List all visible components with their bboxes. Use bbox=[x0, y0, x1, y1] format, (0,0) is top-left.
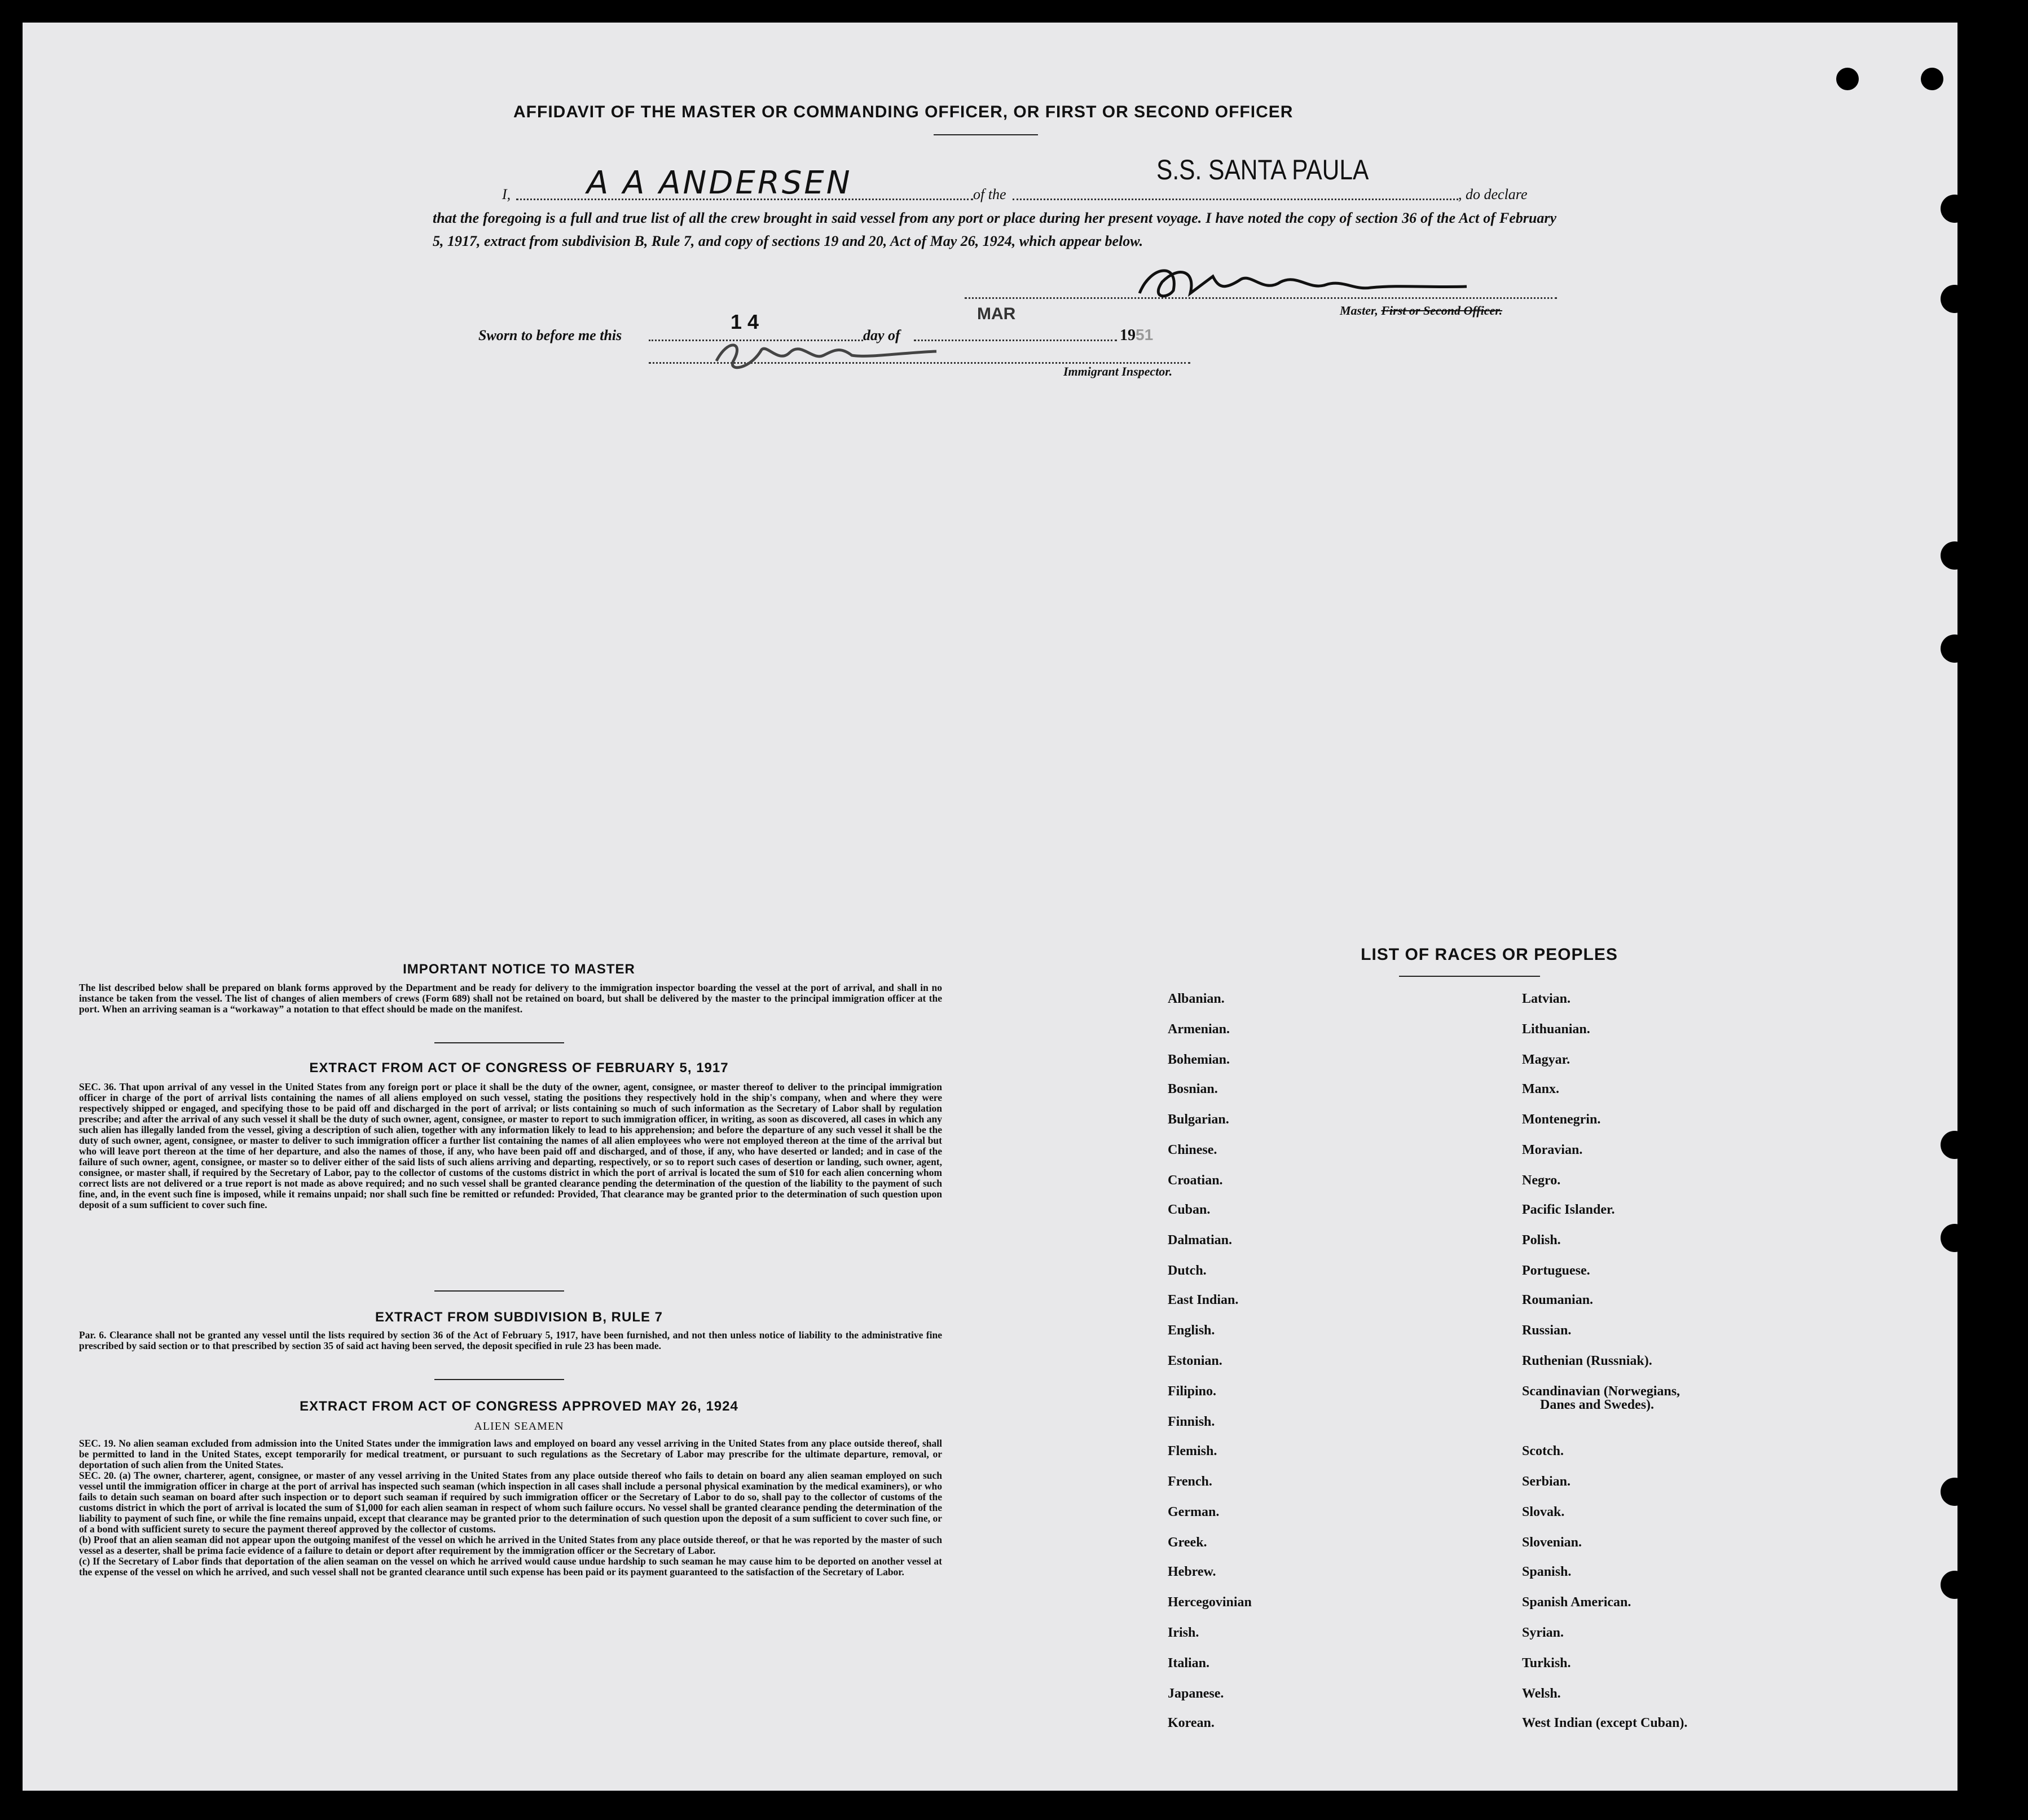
race-item: Bulgarian. bbox=[1168, 1112, 1229, 1127]
race-item: Lithuanian. bbox=[1522, 1022, 1590, 1037]
race-item: Syrian. bbox=[1522, 1625, 1564, 1640]
punch-hole bbox=[1941, 1224, 1969, 1252]
punch-hole bbox=[1941, 541, 1969, 570]
punch-hole bbox=[1941, 285, 1969, 313]
punch-hole bbox=[1921, 68, 1943, 90]
sworn-day: 14 bbox=[731, 310, 765, 333]
rule7-divider bbox=[434, 1379, 564, 1380]
punch-hole bbox=[1941, 195, 1969, 223]
race-item: Croatian. bbox=[1168, 1173, 1223, 1188]
race-item: Chinese. bbox=[1168, 1143, 1217, 1157]
race-item: Dutch. bbox=[1168, 1263, 1207, 1278]
race-item: Portuguese. bbox=[1522, 1263, 1590, 1278]
race-item: Moravian. bbox=[1522, 1143, 1583, 1157]
extract-1917-divider bbox=[434, 1290, 564, 1292]
extract-1917-text: SEC. 36. That upon arrival of any vessel in the United States from any foreign port or place it shall be the duty of the owner, agent, consignee, or master thereof to deliver to the principal immigration officer in charge of the port of arrival lists containing the names of all aliens employed on such vessel, stating the positions they respectively hold in the ship's company, when and where they were respectively shipped or engaged, and specifying those to be paid off and discharged in the port of arrival; or lists containing so much of such information as the Secretary of Labor shall by regulation prescribe; and after the arrival of any such vessel it shall be the duty of such owner, agent, consignee, or master to report to such immigration officer, in writing, as soon as discovered, all cases in which any such alien has illegally landed from the vessel, giving a description of such alien, together with any information likely to lead to his apprehension; and before the departure of any such vessel it shall be the duty of such owner, agent, consignee, or master to deliver to such immigration officer a further list containing the names of all alien employees who were not employed thereon at the time of the arrival but who will leave port thereon at the time of her departure, and also the names of those, if any, who have been paid off and discharged, and of those, if any, who have deserted or landed; and in case of the failure of such owner, agent, consignee, or master so to deliver either of the said lists of such aliens arriving and departing, respectively, or so to report such cases of desertion or landing, such owner, agent, consignee, or master shall, if required by the Secretary of Labor, pay to the collector of customs of the customs district in which the port of arrival is located the sum of $10 for each alien concerning whom correct lists are not delivered or a true report is not made as above required; and no such vessel shall be granted clearance pending the determination of the question of the liability to the payment of such fine, and, in the event such fine is imposed, while it remains unpaid; nor shall such fine be remitted or refunded: Provided, That clearance may be granted prior to the determination of such question upon deposit of a sum sufficient to cover such fine. bbox=[79, 1081, 942, 1210]
race-item: Pacific Islander. bbox=[1522, 1202, 1615, 1217]
punch-hole bbox=[1941, 1571, 1969, 1599]
race-item: Danes and Swedes). bbox=[1540, 1398, 1655, 1412]
of-the-label: of the bbox=[973, 186, 1006, 202]
race-item: Cuban. bbox=[1168, 1202, 1211, 1217]
master-name: A A ANDERSEN bbox=[587, 165, 852, 201]
punch-hole bbox=[1941, 1478, 1969, 1506]
race-item: Flemish. bbox=[1168, 1444, 1217, 1458]
race-item: Spanish. bbox=[1522, 1565, 1572, 1579]
race-item: Greek. bbox=[1168, 1535, 1207, 1550]
master-role-struck: First or Second Officer. bbox=[1381, 303, 1503, 318]
race-item: Welsh. bbox=[1522, 1686, 1561, 1701]
punch-hole bbox=[1941, 634, 1969, 663]
inspector-label: Immigrant Inspector. bbox=[1063, 364, 1173, 378]
year-suffix: 51 bbox=[1136, 326, 1154, 343]
race-item: Manx. bbox=[1522, 1082, 1559, 1096]
race-item: Hercegovinian bbox=[1168, 1595, 1252, 1610]
race-item: French. bbox=[1168, 1474, 1212, 1489]
races-title: LIST OF RACES OR PEOPLES bbox=[1361, 945, 1618, 964]
race-item: West Indian (except Cuban). bbox=[1522, 1716, 1688, 1730]
i-label: I, bbox=[502, 186, 511, 202]
race-item: Slovak. bbox=[1522, 1505, 1565, 1519]
document-page bbox=[23, 23, 1957, 1791]
race-item: Roumanian. bbox=[1522, 1293, 1594, 1307]
notice-text: The list described below shall be prepared on blank forms approved by the Department and be ready for delivery to the immigration inspector boarding the vessel at the port of arrival, and shall in no instance be taken from the vessel. The list of changes of alien members of crews (Form 689) shall not be retained on board, but shall be delivered by the master to the principal immigration officer at the port. When an arriving seaman is a “workaway” a notation to that effect should be made on the manifest. bbox=[79, 982, 942, 1015]
sworn-month: MAR bbox=[977, 305, 1016, 323]
sec20a-text: SEC. 20. (a) The owner, charterer, agent, consignee, or master of any vessel arriving in the United States from any place outside thereof who fails to detain on board any alien seaman employed on such vessel until the immigration officer in charge at the port of arrival has inspected such seaman (which inspection in all cases shall include a personal physical examination by the medical examiners), or who fails to detain such seaman on board after such inspection or to deport such seaman if required by such immigration officer or the Secretary of Labor to do so, shall pay to the collector of customs of the customs district in which the port of arrival is located the sum of $1,000 for each alien seaman in respect of whom such failure occurs. No vessel shall be granted clearance pending the determination of the liability to payment of such fine, or while the fine remains unpaid, except that clearance may be granted prior to the determination of such question upon the deposit of a sum sufficient to cover such fine, or of a bond with sufficient surety to secure the payment thereof approved by the collector of customs. bbox=[79, 1470, 942, 1535]
race-item: Spanish American. bbox=[1522, 1595, 1631, 1610]
race-item: Filipino. bbox=[1168, 1384, 1217, 1399]
master-role-prefix: Master, bbox=[1340, 303, 1378, 318]
extract-1924-subtitle: ALIEN SEAMEN bbox=[474, 1420, 564, 1433]
race-item: Montenegrin. bbox=[1522, 1112, 1601, 1127]
race-item: Serbian. bbox=[1522, 1474, 1571, 1489]
race-item: Bosnian. bbox=[1168, 1082, 1218, 1096]
race-item: Korean. bbox=[1168, 1716, 1215, 1730]
race-item: Italian. bbox=[1168, 1656, 1210, 1671]
master-signature bbox=[1128, 259, 1489, 305]
sworn-label: Sworn to before me this bbox=[478, 327, 622, 343]
race-item: Bohemian. bbox=[1168, 1052, 1230, 1067]
day-of-label: day of bbox=[863, 327, 900, 343]
vessel-name: S.S. SANTA PAULA bbox=[1156, 154, 1369, 186]
race-item: Albanian. bbox=[1168, 991, 1225, 1006]
declare-label: , do declare bbox=[1458, 186, 1528, 202]
affidavit-title: AFFIDAVIT OF THE MASTER OR COMMANDING OFFICER, OR FIRST OR SECOND OFFICER bbox=[513, 103, 1294, 121]
race-item: German. bbox=[1168, 1505, 1220, 1519]
race-item: Turkish. bbox=[1522, 1656, 1571, 1671]
sworn-year bbox=[1120, 326, 1153, 345]
title-divider bbox=[934, 134, 1038, 135]
punch-hole bbox=[1941, 1131, 1969, 1159]
vessel-name-line bbox=[1013, 199, 1458, 200]
race-item: Irish. bbox=[1168, 1625, 1199, 1640]
rule7-text: Par. 6. Clearance shall not be granted any vessel until the lists required by section 36 of the Act of February 5, 1917, have been furnished, and not then unless notice of liability to the administrative fine prescribed by said section or to that prescribed by section 35 of said act having been served, the deposit specified in rule 23 has been made. bbox=[79, 1329, 942, 1351]
race-item: English. bbox=[1168, 1323, 1215, 1338]
extract-1917-title: EXTRACT FROM ACT OF CONGRESS OF FEBRUARY 5, 1917 bbox=[309, 1060, 729, 1076]
inspector-signature bbox=[700, 330, 959, 375]
race-item: Magyar. bbox=[1522, 1052, 1571, 1067]
sec20b-text: (b) Proof that an alien seaman did not appear upon the outgoing manifest of the vessel on which he arrived in the United States from any place outside thereof, or that he was reported by the master of such vessel as a deserter, shall be prima facie evidence of a failure to detain or deport after requirement by the immigration officer or the Secretary of Labor. bbox=[79, 1534, 942, 1556]
sec19-text: SEC. 19. No alien seaman excluded from admission into the United States under the immigration laws and employed on board any vessel arriving in the United States from any place outside thereof, shall be permitted to land in the United States, except temporarily for medical treatment, or pursuant to such regulations as the Secretary of Labor may prescribe for the ultimate departure, removal, or deportation of such alien from the United States. bbox=[79, 1438, 942, 1470]
race-item: Dalmatian. bbox=[1168, 1233, 1232, 1248]
race-item: Japanese. bbox=[1168, 1686, 1224, 1701]
punch-hole bbox=[1836, 68, 1859, 90]
race-item: Russian. bbox=[1522, 1323, 1572, 1338]
race-item: East Indian. bbox=[1168, 1293, 1239, 1307]
year-prefix: 19 bbox=[1120, 327, 1136, 344]
race-item: Slovenian. bbox=[1522, 1535, 1582, 1550]
notice-divider bbox=[434, 1042, 564, 1043]
race-item: Ruthenian (Russniak). bbox=[1522, 1354, 1652, 1368]
race-item: Latvian. bbox=[1522, 991, 1571, 1006]
affidavit-statement: that the foregoing is a full and true list of all the crew brought in said vessel from any port or place during her present voyage. I have noted the copy of section 36 of the Act of February 5, 1917, extract from subdivision B, Rule 7, and copy of sections 19 and 20, Act of May 26, 1924, which appear below. bbox=[433, 210, 1556, 249]
master-role-label bbox=[1340, 303, 1502, 318]
rule7-title: EXTRACT FROM SUBDIVISION B, RULE 7 bbox=[375, 1310, 663, 1325]
race-item: Scandinavian (Norwegians, bbox=[1522, 1384, 1681, 1399]
race-item: Polish. bbox=[1522, 1233, 1561, 1248]
race-item: Armenian. bbox=[1168, 1022, 1230, 1037]
race-item: Negro. bbox=[1522, 1173, 1561, 1188]
sec20c-text: (c) If the Secretary of Labor finds that deportation of the alien seaman on the vessel on which he arrived would cause undue hardship to such seaman he may cause him to be deported on another vessel at the expense of the vessel on which he arrived, and such vessel shall not be granted clearance until such expense has been paid or its payment guaranteed to the satisfaction of the Secretary of Labor. bbox=[79, 1555, 942, 1577]
notice-title: IMPORTANT NOTICE TO MASTER bbox=[403, 962, 635, 977]
races-divider bbox=[1399, 976, 1540, 977]
extract-1924-text bbox=[79, 1438, 942, 1577]
race-item: Estonian. bbox=[1168, 1354, 1222, 1368]
race-item: Hebrew. bbox=[1168, 1565, 1216, 1579]
race-item: Scotch. bbox=[1522, 1444, 1564, 1458]
race-item: Finnish. bbox=[1168, 1414, 1215, 1429]
extract-1924-title: EXTRACT FROM ACT OF CONGRESS APPROVED MAY 26, 1924 bbox=[300, 1399, 738, 1414]
